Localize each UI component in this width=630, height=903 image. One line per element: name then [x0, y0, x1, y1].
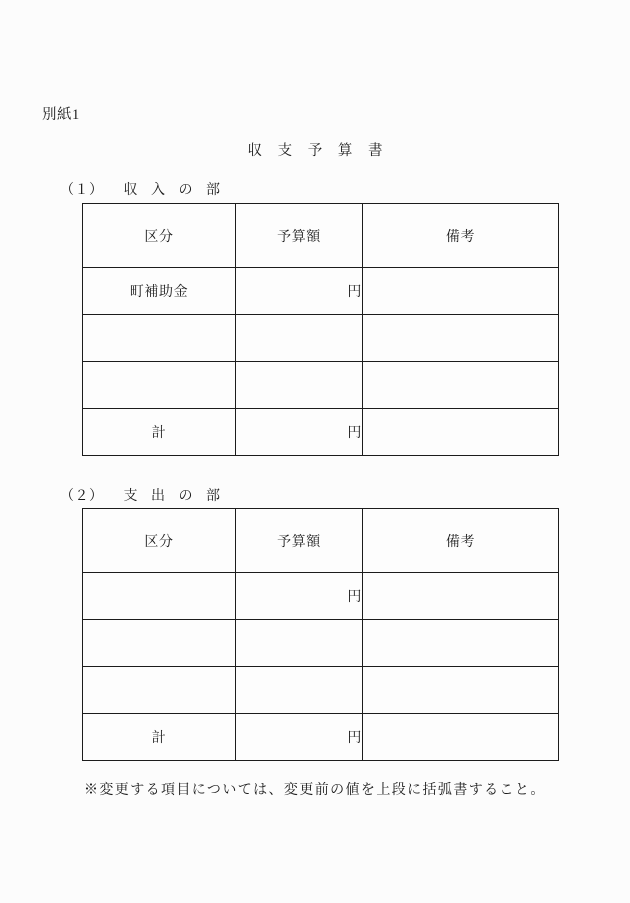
- column-header-amount: 予算額: [236, 204, 363, 268]
- cell-kubun[interactable]: [83, 620, 236, 667]
- column-header-amount: 予算額: [236, 509, 363, 573]
- cell-kubun[interactable]: [83, 362, 236, 409]
- cell-kubun[interactable]: 町補助金: [83, 268, 236, 315]
- section-number-income: （１）: [60, 183, 104, 198]
- cell-note[interactable]: [363, 620, 559, 667]
- column-header-note: 備考: [363, 509, 559, 573]
- cell-amount[interactable]: 円: [236, 268, 363, 315]
- table-total-row: [83, 409, 559, 456]
- table-row: [83, 268, 559, 315]
- cell-note[interactable]: [363, 573, 559, 620]
- cell-note[interactable]: [363, 268, 559, 315]
- cell-total-label[interactable]: 計: [83, 714, 236, 761]
- cell-note[interactable]: [363, 315, 559, 362]
- table-row: [83, 620, 559, 667]
- section-name-expense: 支 出 の 部: [123, 489, 225, 504]
- income-table: [82, 203, 559, 456]
- footer-note: ※変更する項目については、変更前の値を上段に括弧書すること。: [84, 783, 546, 798]
- column-header-kubun: 区分: [83, 204, 236, 268]
- table-row: [83, 315, 559, 362]
- cell-amount[interactable]: [236, 315, 363, 362]
- table-header-row: [83, 204, 559, 268]
- cell-total-label[interactable]: 計: [83, 409, 236, 456]
- section-number-expense: （２）: [60, 489, 104, 504]
- cell-total-note[interactable]: [363, 409, 559, 456]
- section-heading-income: [60, 179, 225, 199]
- column-header-kubun: 区分: [83, 509, 236, 573]
- cell-amount[interactable]: [236, 620, 363, 667]
- cell-kubun[interactable]: [83, 315, 236, 362]
- attachment-label: 別紙1: [42, 107, 80, 123]
- section-name-income: 収 入 の 部: [123, 183, 225, 198]
- cell-note[interactable]: [363, 362, 559, 409]
- cell-amount[interactable]: 円: [236, 573, 363, 620]
- cell-note[interactable]: [363, 667, 559, 714]
- expense-table: [82, 508, 559, 761]
- cell-total-amount[interactable]: 円: [236, 714, 363, 761]
- cell-total-amount[interactable]: 円: [236, 409, 363, 456]
- section-heading-expense: [60, 485, 225, 505]
- table-row: [83, 362, 559, 409]
- table-header-row: [83, 509, 559, 573]
- table-total-row: [83, 714, 559, 761]
- cell-kubun[interactable]: [83, 573, 236, 620]
- cell-total-note[interactable]: [363, 714, 559, 761]
- cell-amount[interactable]: [236, 667, 363, 714]
- cell-kubun[interactable]: [83, 667, 236, 714]
- table-row: [83, 667, 559, 714]
- table-row: [83, 573, 559, 620]
- page-title: 収 支 予 算 書: [247, 143, 389, 159]
- cell-amount[interactable]: [236, 362, 363, 409]
- column-header-note: 備考: [363, 204, 559, 268]
